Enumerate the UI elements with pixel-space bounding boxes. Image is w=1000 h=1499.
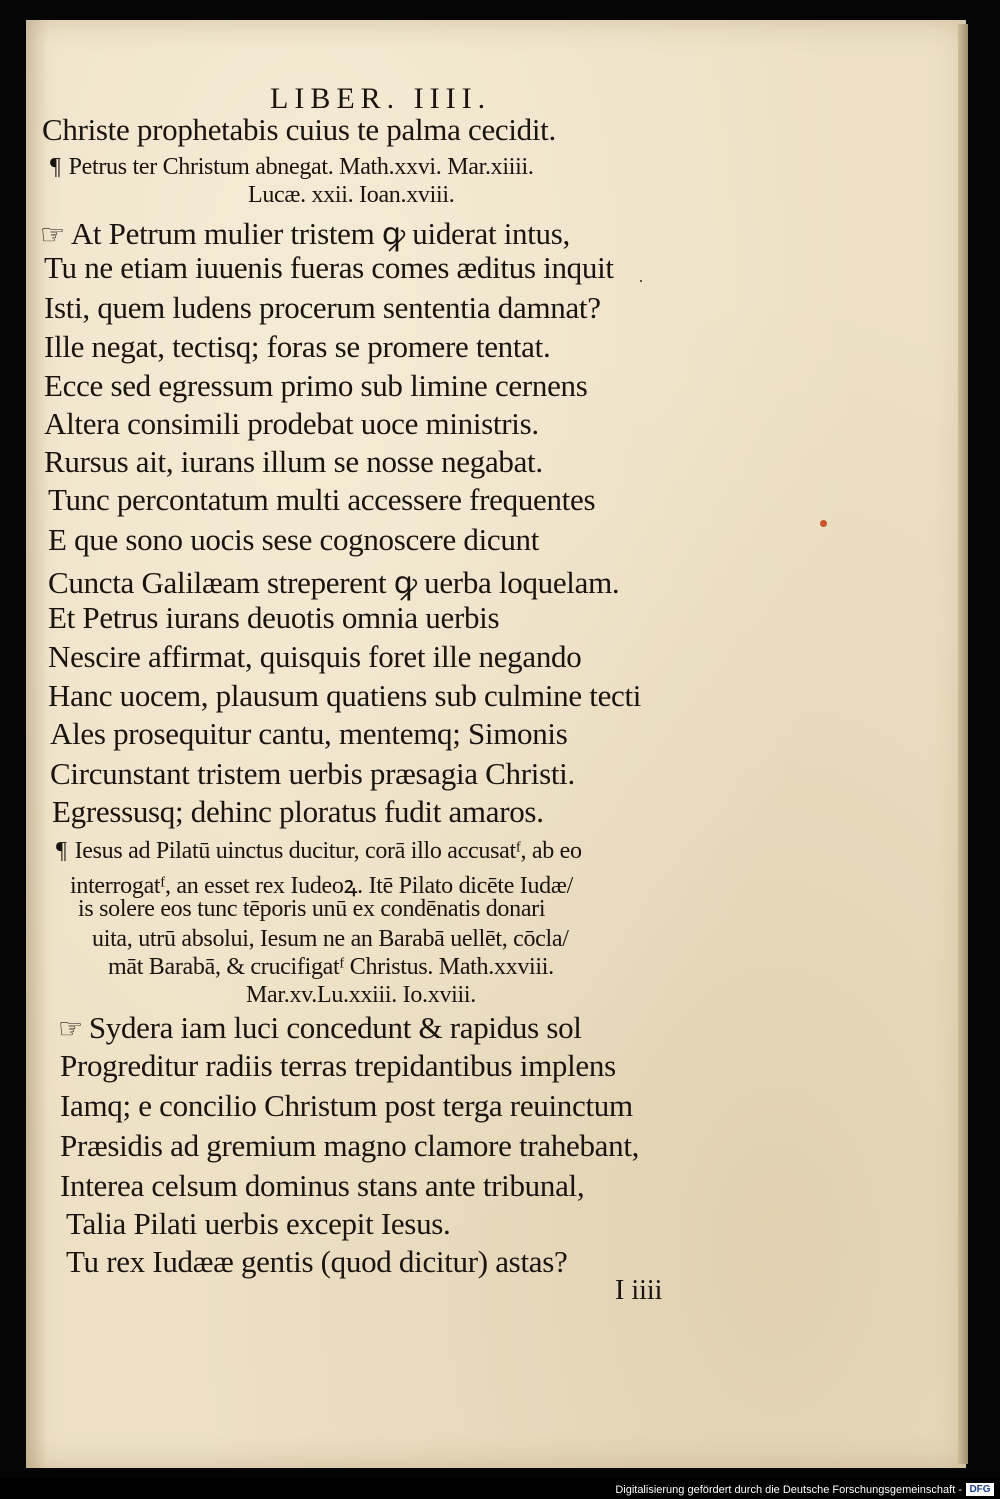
verse-line: Præsidis ad gremium magno clamore trahebant, [60, 1128, 640, 1163]
verse-line: Hanc uocem, plausum quatiens sub culmine tecti [48, 678, 642, 713]
verse-line: Christe prophetabis cuius te palma cecidit. [42, 112, 556, 147]
verse-text: At Petrum mulier tristem ꝙ uiderat intus, [70, 216, 570, 251]
rubric-line: interrogatᶠ, an esset rex Iudeoꝝ. Itē Pilato dicēte Iudæ/ [70, 873, 573, 899]
rubric-text: Iesus ad Pilatū uinctus ducitur, corā illo accusatᶠ, ab eo [74, 838, 582, 864]
verse-line: Tu rex Iudææ gentis (quod dicitur) astas? [66, 1244, 568, 1279]
pointing-hand-icon: ☞ [40, 220, 65, 251]
verse-line: Rursus ait, iurans illum se nosse negabat. [44, 444, 543, 479]
rubric-line [50, 154, 534, 181]
verse-line [58, 1010, 582, 1046]
verse-line: Ales prosequitur cantu, mentemq; Simonis [50, 716, 568, 751]
verse-text: Sydera iam luci concedunt & rapidus sol [88, 1010, 582, 1045]
verse-line: Nescire affirmat, quisquis foret ille negando [48, 639, 582, 674]
rubric-line: is solere eos tunc tēporis unū ex condēnatis donari [78, 896, 546, 922]
footer-credit: Digitalisierung gefördert durch die Deutsche Forschungsgemeinschaft - [615, 1484, 962, 1496]
verse-line: Tunc percontatum multi accessere frequentes [48, 482, 596, 517]
verse-line: Isti, quem ludens procerum sententia damnat? [44, 290, 601, 325]
verse-line: Ille negat, tectisq; foras se promere tentat. [44, 329, 551, 364]
verse-line: Tu ne etiam iuuenis fueras comes æditus inquit [44, 250, 614, 285]
verse-line: Ecce sed egressum primo sub limine cernens [44, 368, 588, 403]
folio-signature: I iiii [615, 1275, 663, 1306]
verse-line: E que sono uocis sese cognoscere dicunt [48, 522, 540, 557]
verse-line: Progreditur radiis terras trepidantibus implens [60, 1048, 616, 1083]
rubric-text: Petrus ter Christum abnegat. Math.xxvi. Mar.xiiii. [68, 154, 534, 180]
paragraph-mark-icon: ¶ [50, 154, 61, 180]
verse-line [40, 212, 570, 254]
verse-line: Interea celsum dominus stans ante tribunal, [60, 1168, 585, 1203]
dfg-logo: DFG [966, 1483, 994, 1496]
page-edge [958, 24, 968, 1464]
running-head: LIBER. IIII. [270, 82, 492, 115]
verse-line: Et Petrus iurans deuotis omnia uerbis [48, 600, 500, 635]
verse-line: Egressusq; dehinc ploratus fudit amaros. [52, 794, 544, 829]
ink-spot [640, 280, 642, 282]
verse-line: Iamq; e concilio Christum post terga reuinctum [60, 1088, 633, 1123]
ink-spot [820, 520, 827, 527]
rubric-line: Mar.xv.Lu.xxiii. Io.xviii. [246, 982, 476, 1008]
rubric-line: Lucæ. xxii. Ioan.xviii. [248, 182, 455, 208]
verse-line: Cuncta Galilæam streperent ꝙ uerba loquelam. [48, 565, 620, 600]
rubric-line [56, 838, 582, 865]
verse-line: Altera consimili prodebat uoce ministris. [44, 406, 539, 441]
rubric-line: māt Barabā, & crucifigatᶠ Christus. Math.xxviii. [108, 954, 554, 980]
pointing-hand-icon: ☞ [58, 1014, 83, 1045]
paragraph-mark-icon: ¶ [56, 838, 67, 864]
verse-line: Talia Pilati uerbis excepit Iesus. [66, 1206, 451, 1241]
rubric-line: uita, utrū absolui, Iesum ne an Barabā uellēt, cōcla/ [92, 926, 569, 952]
verse-line: Circunstant tristem uerbis præsagia Christi. [50, 756, 575, 791]
